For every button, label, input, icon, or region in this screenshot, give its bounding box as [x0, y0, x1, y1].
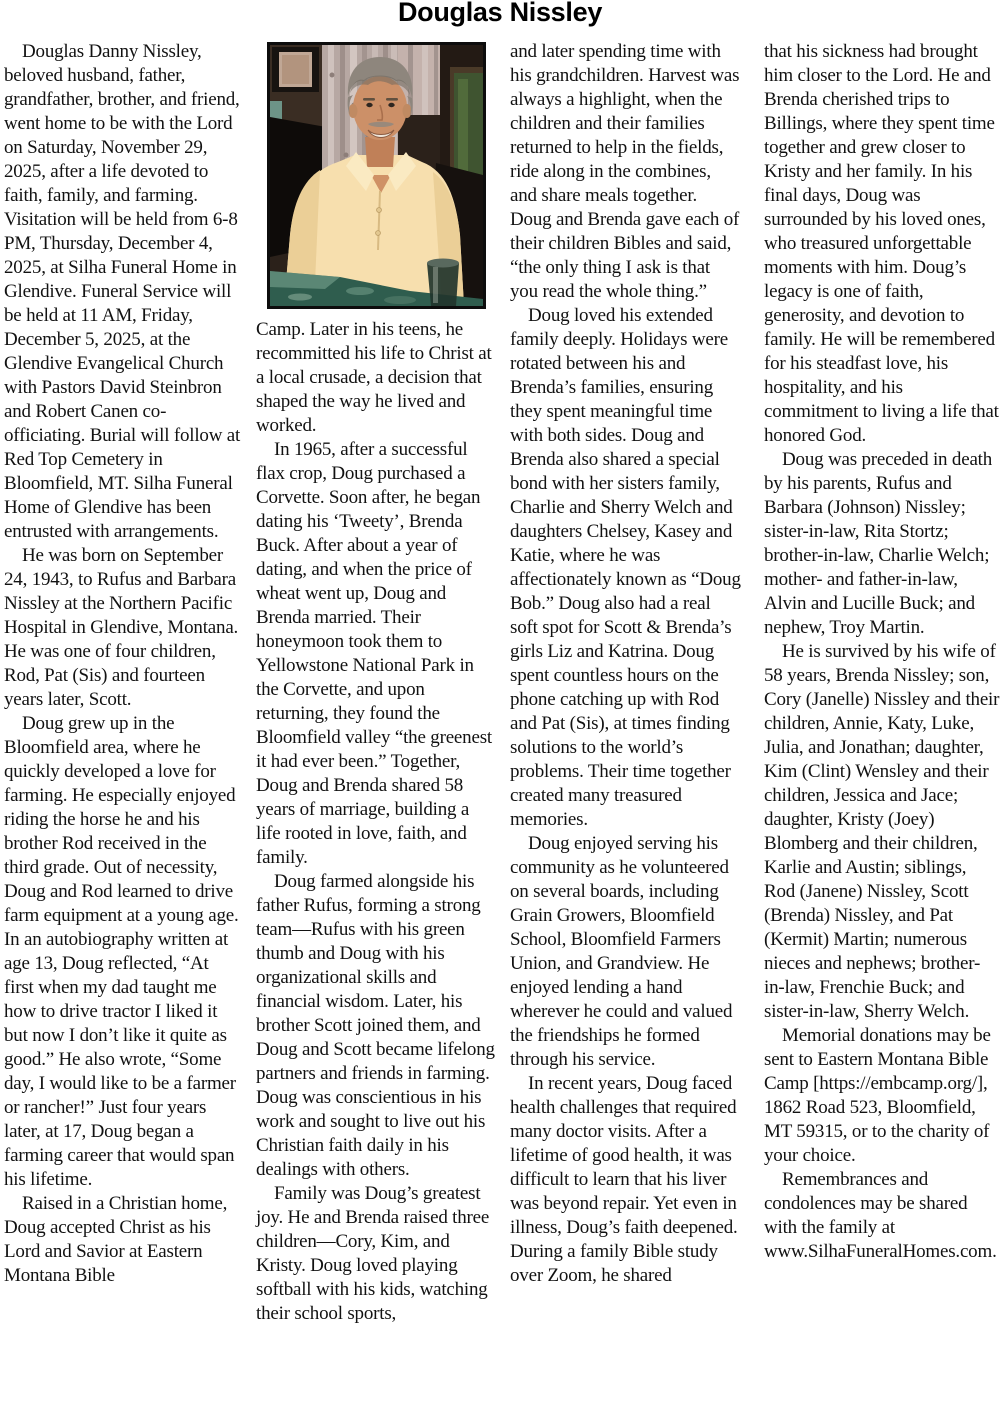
- paragraph-survived: He is survived by his wife of 58 years, Brenda Nissley; son, Cory (Janelle) Nissley and their children, Annie, Katy, Luke, Julia, and Jonathan; daughter, Kim (Clint) Wensley and their children, Jessica and Jace; daughter, Kristy (Joey) Blomberg and their children, Karlie and Austin; siblings, Rod (Janene) Nissley, Scott (Brenda) Nissley, and Pat (Kermit) Martin; numerous nieces and nephews; brother-in-law, Frenchie Buck; and sister-in-law, Sherry Welch.: [764, 641, 1000, 1022]
- paragraph-health-cont: that his sickness had brought him closer to the Lord. He and Brenda cherished trips to Billings, where they spent time together and grew closer to Kristy and her family. In his final days, Doug was surrounded by his loved ones, who treasured unforgettable moments with him. Doug’s legacy is one of faith, generosity, and devotion to family. He will be remembered for his steadfast love, his hospitality, and his commitment to living a life that honored God.: [764, 41, 999, 446]
- column-4: [764, 40, 1000, 1264]
- paragraph-family-start: Family was Doug’s greatest joy. He and Brenda raised three children—Cory, Kim, and Kristy. Doug loved playing softball with his kids, watching their school sports,: [256, 1183, 490, 1324]
- paragraph-condolences: Remembrances and condolences may be shared with the family at www.SilhaFuneralHomes.com.: [764, 1169, 997, 1262]
- paragraph-donations: Memorial donations may be sent to Eastern Montana Bible Camp [https://embcamp.org/], 1862 Road 523, Bloomfield, MT 59315, or to the charity of your choice.: [764, 1025, 991, 1166]
- paragraph-announcement: Douglas Danny Nissley, beloved husband, father, grandfather, brother, and friend, went home to be with the Lord on Saturday, November 29, 2025, after a life devoted to faith, family, and farming. Visitation will be held from 6-8 PM, Thursday, December 4, 2025, at Silha Funeral Home in Glendive. Funeral Service will be held at 11 AM, Friday, December 5, 2025, at the Glendive Evangelical Church with Pastors David Steinbron and Robert Canen co-officiating. Burial will follow at Red Top Cemetery in Bloomfield, MT. Silha Funeral Home of Glendive has been entrusted with arrangements.: [4, 41, 241, 542]
- paragraph-health-start: In recent years, Doug faced health challenges that required many doctor visits. After a lifetime of good health, it was difficult to learn that his liver was beyond repair. Yet even in illness, Doug’s faith deepened. During a family Bible study over Zoom, he shared: [510, 1073, 738, 1286]
- paragraph-birth: He was born on September 24, 1943, to Rufus and Barbara Nissley at the Northern Pacific Hospital in Glendive, Montana. He was one of four children, Rod, Pat (Sis) and fourteen years later, Scott.: [4, 545, 239, 710]
- paragraph-faith-cont: Camp. Later in his teens, he recommitted his life to Christ at a local crusade, a decision that shaped the way he lived and worked.: [256, 319, 492, 436]
- paragraph-family-cont: and later spending time with his grandchildren. Harvest was always a highlight, when the children and their families returned to help in the fields, ride along in the combines, and share meals together. Doug and Brenda gave each of their children Bibles and said, “the only thing I ask is that you read the whole thing.”: [510, 41, 740, 302]
- column-1: [4, 40, 241, 1288]
- paragraph-faith-start: Raised in a Christian home, Doug accepted Christ as his Lord and Savior at Eastern Montana Bible: [4, 1193, 228, 1286]
- column-2: [256, 318, 496, 1326]
- paragraph-grew-up: Doug grew up in the Bloomfield area, where he quickly developed a love for farming. He especially enjoyed riding the horse he and his brother Rod received in the third grade. Out of necessity, Doug and Rod learned to drive farm equipment at a young age. In an autobiography written at age 13, Doug reflected, “At first when my dad taught me how to drive tractor I liked it but now I don’t like it quite as good.” He also wrote, “Some day, I would like to be a farmer or rancher!” Just four years later, at 17, Doug began a farming career that would span his lifetime.: [4, 713, 239, 1190]
- paragraph-preceded: Doug was preceded in death by his parents, Rufus and Barbara (Johnson) Nissley; sister-in-law, Rita Stortz; brother-in-law, Charlie Welch; mother- and father-in-law, Alvin and Lucille Buck; and nephew, Troy Martin.: [764, 449, 993, 638]
- paragraph-marriage: In 1965, after a successful flax crop, Doug purchased a Corvette. Soon after, he began dating his ‘Tweety’, Brenda Buck. After about a year of dating, and when the price of wheat went up, Doug and Brenda married. Their honeymoon took them to Yellowstone National Park in the Corvette, and upon returning, they found the Bloomfield valley “the greenest it had ever been.” Together, Doug and Brenda shared 58 years of marriage, building a life rooted in love, faith, and family.: [256, 439, 492, 868]
- paragraph-farming-partners: Doug farmed alongside his father Rufus, forming a strong team—Rufus with his green thumb and Doug with his organizational skills and financial wisdom. Later, his brother Scott joined them, and Doug and Scott became lifelong partners and friends in farming. Doug was conscientious in his work and sought to live out his Christian faith daily in his dealings with others.: [256, 871, 495, 1180]
- paragraph-extended-family: Doug loved his extended family deeply. Holidays were rotated between his and Brenda’s families, ensuring they spent meaningful time with both sides. Doug and Brenda also shared a special bond with her sisters family, Charlie and Sherry Welch and daughters Chelsey, Kasey and Katie, where he was affectionately known as “Doug Bob.” Doug also had a real soft spot for Scott & Brenda’s girls Liz and Katrina. Doug spent countless hours on the phone catching up with Rod and Pat (Sis), at times finding solutions to the world’s problems. Their time together created many treasured memories.: [510, 305, 741, 830]
- obituary-title: Douglas Nissley: [397, 0, 603, 27]
- column-3: [510, 40, 742, 1288]
- portrait-illustration: [270, 45, 483, 306]
- obituary-photo: [267, 42, 486, 309]
- paragraph-community: Doug enjoyed serving his community as he volunteered on several boards, including Grain Growers, Bloomfield School, Bloomfield Farmers Union, and Grandview. He enjoyed lending a hand wherever he could and valued the friendships he formed through his service.: [510, 833, 733, 1070]
